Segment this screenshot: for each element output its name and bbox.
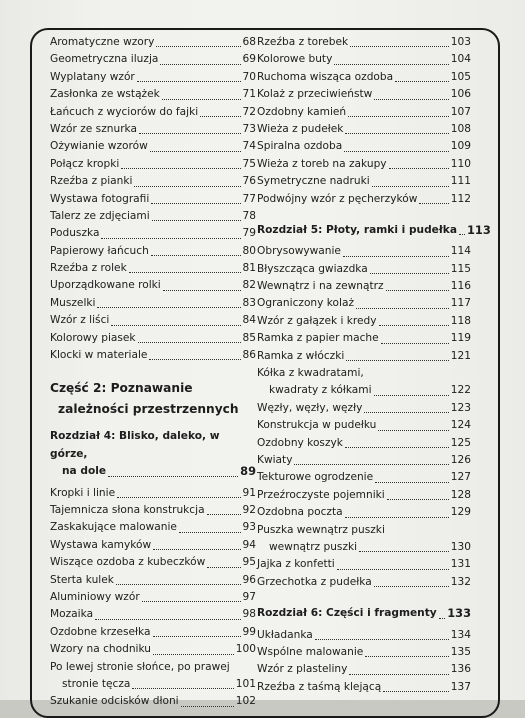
entry-page: 96 (242, 573, 256, 586)
entry-page: 68 (242, 35, 256, 48)
entry-page: 130 (450, 541, 471, 553)
leader-dots (365, 656, 448, 657)
entry-page: 76 (242, 175, 256, 188)
entry-title: Rzeźba z rolek (50, 262, 127, 275)
leader-dots (374, 395, 449, 396)
toc-entry (50, 519, 256, 536)
toc-entry (50, 156, 256, 173)
leader-dots (150, 151, 241, 152)
entry-page: 71 (242, 88, 256, 101)
toc-entry (257, 104, 471, 121)
toc-entry (257, 156, 471, 173)
right-entries-top (257, 34, 471, 208)
leader-dots (375, 482, 449, 483)
entry-page: 78 (242, 209, 256, 222)
entry-page: 107 (450, 105, 471, 118)
leader-dots (163, 290, 241, 291)
toc-entry (50, 606, 256, 623)
entry-title: Kwiaty (257, 454, 293, 467)
chapter-4-line1: Rozdział 4: Blisko, daleko, w górze, (50, 430, 220, 460)
entry-title-line1: Po lewej stronie słońce, po prawej (50, 660, 230, 673)
toc-entry (50, 572, 256, 589)
leader-dots (179, 532, 241, 533)
entry-title: Szukanie odcisków dłoni (50, 695, 179, 708)
entry-page: 102 (235, 695, 256, 708)
entry-title: Wiszące ozdoba z kubeczków (50, 556, 206, 569)
entry-page: 81 (242, 262, 256, 275)
entry-page: 114 (450, 245, 471, 258)
entry-page: 100 (235, 643, 256, 656)
entry-title: Uporządkowane rolki (50, 279, 161, 292)
leader-dots (374, 586, 449, 587)
right-entries-ch5-c (257, 556, 471, 591)
leader-dots (395, 81, 449, 82)
toc-entry (50, 51, 256, 68)
leader-dots (378, 430, 448, 431)
leader-dots (116, 584, 241, 585)
entry-title: Poduszka (50, 227, 100, 240)
entry-title: Rzeźba z taśmą klejącą (257, 680, 382, 693)
leader-dots (134, 186, 240, 187)
entry-title: Wyplatany wzór (50, 70, 135, 83)
leader-dots (439, 618, 446, 619)
chapter-4-heading (50, 428, 256, 480)
leader-dots (153, 549, 240, 550)
entry-title: Wzór z plasteliny (257, 663, 348, 676)
entry-page: 80 (242, 244, 256, 257)
toc-entry (50, 312, 256, 329)
leader-dots (345, 517, 449, 518)
entry-page: 97 (242, 590, 256, 603)
entry-title: Muszelki (50, 296, 96, 309)
leader-dots (344, 151, 449, 152)
toc-entry (257, 173, 471, 190)
leader-dots (121, 168, 240, 169)
toc-entry (257, 261, 471, 278)
left-entries-last (50, 693, 256, 710)
entry-page: 98 (242, 608, 256, 621)
entry-page: 86 (242, 349, 256, 362)
entry-page: 70 (242, 70, 256, 83)
leader-dots (349, 674, 448, 675)
entry-title-line1: Kółka z kwadratami, (257, 367, 364, 380)
leader-dots (200, 116, 240, 117)
toc-entry (257, 435, 471, 452)
toc-entry (257, 278, 471, 295)
entry-page: 137 (450, 680, 471, 693)
entry-page: 94 (242, 538, 256, 551)
entry-title: Układanka (257, 628, 313, 641)
leader-dots (315, 639, 449, 640)
entry-title: Mozaika (50, 608, 94, 621)
entry-title: Tajemnicza słona konstrukcja (50, 504, 205, 517)
leader-dots (142, 601, 241, 602)
chapter-5-page: 113 (467, 222, 491, 237)
entry-title: Ozdobny kamień (257, 105, 347, 118)
entry-title: Ramka z włóczki (257, 349, 345, 362)
right-column (257, 34, 491, 696)
leader-dots (207, 514, 241, 515)
entry-title: Aromatyczne wzory (50, 35, 155, 48)
toc-entry (50, 173, 256, 190)
toc-entry (257, 121, 471, 138)
entry-title: Symetryczne nadruki (257, 175, 370, 188)
entry-title: Kolorowe buty (257, 53, 333, 66)
entry-page: 74 (242, 140, 256, 153)
toc-entry (50, 104, 256, 121)
entry-page: 72 (242, 105, 256, 118)
entry-page: 73 (242, 122, 256, 135)
leader-dots (356, 308, 449, 309)
entry-title-line2: kwadraty z kółkami (269, 384, 372, 397)
leader-dots (346, 360, 448, 361)
entry-title: Wspólne malowanie (257, 645, 364, 658)
toc-entry (257, 348, 471, 365)
chapter-6-title: Rozdział 6: Części i fragmenty (257, 607, 437, 620)
toc-entry (50, 225, 256, 242)
toc-entry (50, 502, 256, 519)
toc-entry (257, 34, 471, 51)
entry-page: 115 (450, 262, 471, 275)
entry-title: Talerz ze zdjęciami (50, 209, 150, 222)
leader-dots (294, 464, 448, 465)
leader-dots (364, 412, 448, 413)
entry-page: 109 (450, 140, 471, 153)
leader-dots (160, 64, 240, 65)
toc-entry (257, 69, 471, 86)
entry-page: 122 (450, 384, 471, 397)
entry-title: Geometryczna iluzja (50, 53, 159, 66)
entry-page: 132 (450, 575, 471, 588)
entry-page: 84 (242, 314, 256, 327)
toc-entry (50, 121, 256, 138)
toc-entry (50, 624, 256, 641)
entry-title: Rzeźba z pianki (50, 175, 133, 188)
entry-title: Grzechotka z pudełka (257, 575, 372, 588)
entry-title: Ożywianie wzorów (50, 140, 148, 153)
entry-title: Wieża z pudełek (257, 122, 344, 135)
entry-title: Klocki w materiale (50, 349, 148, 362)
entry-page: 75 (242, 157, 256, 170)
entry-title: Podwójny wzór z pęcherzyków (257, 192, 418, 205)
entry-page: 105 (450, 70, 471, 83)
toc-entry (50, 208, 256, 225)
entry-page: 110 (450, 157, 471, 170)
entry-title: Spiralna ozdoba (257, 140, 343, 153)
toc-entry (257, 522, 471, 557)
entry-page: 85 (242, 331, 256, 344)
entry-title: Jajka z konfetti (257, 558, 335, 571)
chapter-6-heading (257, 605, 471, 622)
entry-page: 116 (450, 280, 471, 293)
toc-entry (257, 243, 471, 260)
toc-entry (257, 138, 471, 155)
entry-page: 134 (450, 628, 471, 641)
toc-entry (257, 504, 471, 521)
entry-title: Wzór ze sznurka (50, 122, 137, 135)
leader-dots (151, 255, 241, 256)
toc-entry (50, 641, 256, 658)
entry-page: 99 (242, 625, 256, 638)
entry-page: 117 (450, 297, 471, 310)
leader-dots (372, 186, 449, 187)
entry-page: 112 (450, 192, 471, 205)
toc-entry (257, 452, 471, 469)
entry-page: 104 (450, 53, 471, 66)
toc-entry (50, 589, 256, 606)
toc-entry (257, 679, 471, 696)
leader-dots (97, 307, 240, 308)
chapter-5-title: Rozdział 5: Płoty, ramki i pudełka (257, 223, 457, 236)
entry-page: 127 (450, 471, 471, 484)
toc-entry (257, 365, 471, 400)
toc-entry (50, 86, 256, 103)
toc-entry (50, 330, 256, 347)
entry-title-line1: Puszka wewnątrz puszki (257, 523, 385, 536)
part-2-line1: Część 2: Poznawanie (50, 381, 193, 396)
toc-entry (257, 661, 471, 678)
part-2-heading (50, 378, 256, 420)
leader-dots (153, 654, 234, 655)
entry-page: 82 (242, 279, 256, 292)
entry-page: 91 (242, 486, 256, 499)
leader-dots (459, 234, 465, 235)
leader-dots (345, 447, 449, 448)
leader-dots (350, 46, 449, 47)
entry-title: Tekturowe ogrodzenie (257, 471, 374, 484)
chapter-5-heading (257, 222, 491, 239)
entry-title: Wieża z toreb na zakupy (257, 157, 387, 170)
toc-entry (257, 295, 471, 312)
leader-dots (348, 116, 449, 117)
toc-entry (257, 51, 471, 68)
toc-entry (257, 417, 471, 434)
chapter-6-page: 133 (447, 606, 471, 621)
entry-page: 135 (450, 645, 471, 658)
toc-entry (50, 295, 256, 312)
entry-page: 93 (242, 521, 256, 534)
entry-page: 136 (450, 663, 471, 676)
entry-page: 69 (242, 53, 256, 66)
entry-title: Ruchoma wisząca ozdoba (257, 70, 394, 83)
leader-dots (151, 203, 240, 204)
entry-page: 123 (450, 401, 471, 414)
leader-dots (117, 497, 240, 498)
toc-entry (50, 659, 256, 694)
toc-entry (50, 191, 256, 208)
leader-dots (149, 359, 240, 360)
leader-dots (129, 272, 241, 273)
entry-title: Wzory na chodniku (50, 643, 152, 656)
chapter-4-line2: na dole (62, 465, 107, 478)
entry-page: 129 (450, 506, 471, 519)
entry-title: Wzór z liści (50, 314, 110, 327)
entry-page: 111 (450, 175, 471, 188)
leader-dots (139, 133, 241, 134)
entry-title: Aluminiowy wzór (50, 590, 140, 603)
leader-dots (386, 290, 449, 291)
entry-page: 103 (450, 35, 471, 48)
toc-entry (257, 469, 471, 486)
toc-entry (50, 554, 256, 571)
chapter-4-page: 89 (240, 464, 256, 479)
entry-title: Papierowy łańcuch (50, 244, 149, 257)
entry-title-line2: stronie tęcza (62, 677, 131, 690)
entry-title: Zasłonka ze wstążek (50, 88, 160, 101)
leader-dots (359, 551, 449, 552)
leader-dots (207, 567, 240, 568)
entry-page: 124 (450, 419, 471, 432)
toc-entry (257, 644, 471, 661)
toc-entry (257, 330, 471, 347)
entry-title: Błyszcząca gwiazdka (257, 262, 368, 275)
leader-dots (389, 168, 449, 169)
leader-dots (345, 133, 448, 134)
entry-title: Zaskakujące malowanie (50, 521, 177, 534)
entry-title: Przeźroczyste pojemniki (257, 488, 385, 501)
leader-dots (370, 273, 449, 274)
toc-entry (50, 243, 256, 260)
entry-title: Wystawa kamyków (50, 538, 152, 551)
entry-page: 121 (450, 349, 471, 362)
toc-entry (257, 313, 471, 330)
entry-page: 118 (450, 314, 471, 327)
leader-dots (379, 325, 449, 326)
leader-dots (383, 691, 449, 692)
toc-entry (50, 260, 256, 277)
right-entries-ch6 (257, 627, 471, 697)
entry-title: Ograniczony kolaż (257, 297, 355, 310)
toc-entry (50, 138, 256, 155)
entry-page: 128 (450, 488, 471, 501)
left-entries-top (50, 34, 256, 364)
entry-page: 106 (450, 88, 471, 101)
toc-entry (50, 277, 256, 294)
right-entries-ch5-a (257, 243, 471, 365)
leader-dots (111, 325, 240, 326)
entry-title: Ozdobna poczta (257, 506, 343, 519)
entry-title: Węzły, węzły, węzły (257, 401, 363, 414)
leader-dots (132, 688, 233, 689)
entry-page: 95 (242, 556, 256, 569)
entry-title: Kropki i linie (50, 486, 116, 499)
toc-entry (50, 347, 256, 364)
entry-title: Rzeźba z torebek (257, 35, 349, 48)
left-entries-ch4 (50, 485, 256, 659)
toc-entry (50, 485, 256, 502)
leader-dots (137, 81, 241, 82)
entry-title: Ozdobny koszyk (257, 436, 343, 449)
entry-title: Kolorowy piasek (50, 331, 136, 344)
right-entries-ch5-b (257, 400, 471, 522)
toc-entry (257, 487, 471, 504)
toc-entry (50, 693, 256, 710)
toc-entry (257, 627, 471, 644)
entry-title: Konstrukcja w pudełku (257, 419, 377, 432)
entry-title: Wystawa fotografii (50, 192, 150, 205)
entry-title: Wzór z gałązek i kredy (257, 314, 377, 327)
leader-dots (153, 636, 241, 637)
entry-page: 126 (450, 454, 471, 467)
toc-entry (50, 537, 256, 554)
entry-page: 92 (242, 504, 256, 517)
toc-entry (257, 191, 471, 208)
entry-title: Łańcuch z wyciorów do fajki (50, 105, 199, 118)
entry-page: 83 (242, 296, 256, 309)
entry-title: Ozdobne krzesełka (50, 625, 151, 638)
toc-entry (257, 86, 471, 103)
leader-dots (138, 342, 241, 343)
entry-title: Sterta kulek (50, 573, 114, 586)
entry-title-line2: wewnątrz puszki (269, 541, 358, 553)
leader-dots (95, 619, 240, 620)
entry-title: Połącz kropki (50, 157, 120, 170)
leader-dots (181, 706, 234, 707)
toc-entry (50, 34, 256, 51)
leader-dots (419, 203, 448, 204)
entry-page: 125 (450, 436, 471, 449)
toc-entry (257, 556, 471, 573)
entry-title: Wewnątrz i na zewnątrz (257, 280, 384, 293)
toc-entry (257, 400, 471, 417)
part-2-line2: zależności przestrzennych (58, 402, 239, 417)
entry-title: Kolaż z przeciwieństw (257, 88, 373, 101)
leader-dots (334, 64, 448, 65)
entry-page: 77 (242, 192, 256, 205)
entry-page: 101 (235, 677, 256, 690)
leader-dots (343, 256, 449, 257)
toc-entry (257, 574, 471, 591)
leader-dots (374, 99, 448, 100)
leader-dots (108, 476, 238, 477)
entry-page: 119 (450, 332, 471, 345)
leader-dots (337, 569, 449, 570)
entry-page: 79 (242, 227, 256, 240)
toc-entry (50, 69, 256, 86)
entry-page: 131 (450, 558, 471, 571)
leader-dots (156, 46, 240, 47)
entry-title: Ramka z papier mache (257, 332, 379, 345)
leader-dots (152, 220, 241, 221)
leader-dots (387, 499, 449, 500)
entry-page: 108 (450, 122, 471, 135)
leader-dots (381, 343, 449, 344)
leader-dots (162, 99, 241, 100)
entry-title: Obrysowywanie (257, 245, 341, 258)
left-column (50, 34, 256, 711)
leader-dots (101, 238, 240, 239)
